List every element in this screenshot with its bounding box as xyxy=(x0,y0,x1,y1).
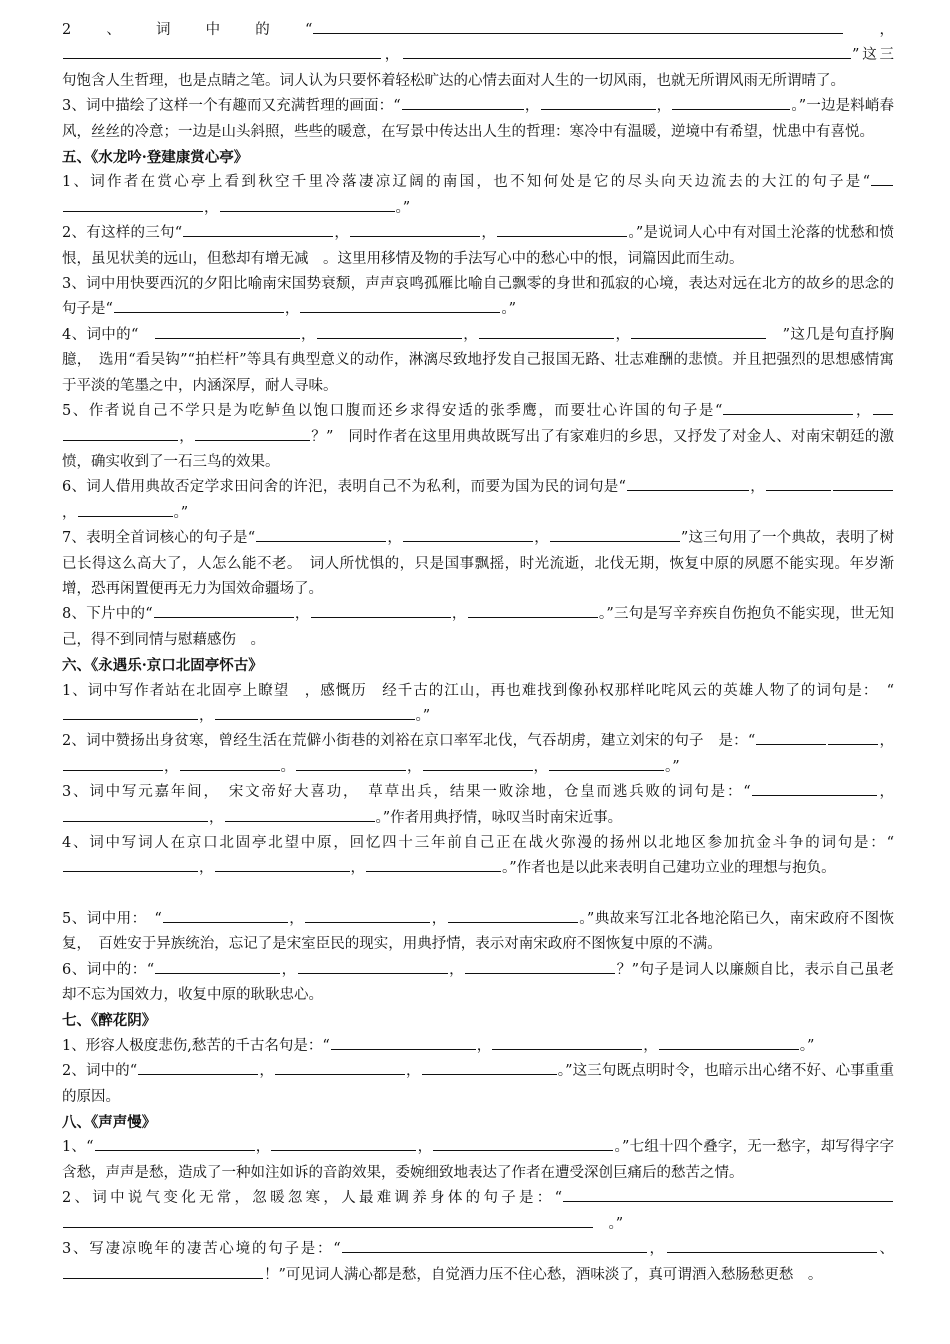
question-paragraph xyxy=(62,831,894,882)
question-text: ”这几是句直抒胸臆， 选用“看吴钩”“拍栏杆”等具有典型意义的动作，淋漓尽致地抒发自己报国无路、壮志难酬的悲愤。并且把强烈的思想感情寓于平淡的笔墨之中，内涵深厚，耐人寻味。 xyxy=(62,326,895,394)
question-text: ， xyxy=(209,809,224,826)
section-heading: 七、《醉花阴》 xyxy=(62,1012,157,1030)
question-text: ， xyxy=(199,860,214,877)
question-paragraph xyxy=(62,170,894,221)
question-text: ， xyxy=(533,758,548,775)
answer-blank[interactable] xyxy=(350,221,480,237)
question-text: 。” xyxy=(594,1215,624,1232)
answer-blank[interactable] xyxy=(215,704,415,720)
answer-blank[interactable] xyxy=(63,1212,593,1228)
answer-blank[interactable] xyxy=(423,755,533,771)
question-text: ， xyxy=(877,784,895,801)
question-text: 5、词中用： “ xyxy=(62,910,162,927)
answer-blank[interactable] xyxy=(479,323,614,339)
answer-blank[interactable] xyxy=(63,425,178,441)
answer-blank[interactable] xyxy=(63,856,198,872)
question-text: ， xyxy=(387,530,403,547)
answer-blank[interactable] xyxy=(766,475,831,491)
question-text: 。”作者用典抒情，咏叹当时南宋近事。 xyxy=(375,809,623,826)
answer-blank[interactable] xyxy=(492,1034,642,1050)
answer-blank[interactable] xyxy=(63,806,208,822)
question-text: ， xyxy=(417,1139,433,1156)
answer-blank[interactable] xyxy=(433,1135,613,1151)
question-text: ， xyxy=(259,1063,274,1080)
answer-blank[interactable] xyxy=(163,907,288,923)
question-text: 。” xyxy=(173,504,189,521)
answer-blank[interactable] xyxy=(871,170,893,186)
question-text: 。 xyxy=(280,758,295,775)
answer-blank[interactable] xyxy=(468,602,598,618)
question-paragraph xyxy=(62,94,894,145)
answer-blank[interactable] xyxy=(95,1135,255,1151)
answer-blank[interactable] xyxy=(833,475,893,491)
answer-blank[interactable] xyxy=(78,501,173,517)
question-text: ， xyxy=(294,606,310,623)
answer-blank[interactable] xyxy=(563,1186,893,1202)
question-text: ”这三句用了一个典故，表明了树已长得这么高大了，人怎么能不老。 词人所忧惧的，只是国事飘摇，时光流逝，北伐无期，恢复中原的夙愿不能实现。年岁渐增，恐再闲置便再无力为国效命疆场了。 xyxy=(62,530,895,597)
question-text: 、 xyxy=(877,1241,895,1258)
question-text: 2、有这样的三句“ xyxy=(62,225,183,242)
question-text: ， xyxy=(476,1037,492,1054)
question-paragraph xyxy=(62,602,894,653)
answer-blank[interactable] xyxy=(225,806,375,822)
question-paragraph xyxy=(62,729,894,780)
question-paragraph xyxy=(62,1135,894,1186)
question-text: 。”典故来写江北各地沦陷已久，南宋政府不图恢复， 百姓安于异族统治，忘记了是宋室臣民的现实，用典抒情，表示对南宋政府不图恢复中原的不满。 xyxy=(62,910,895,953)
question-text: 5、作者说自己不学只是为吃鲈鱼以饱口腹而还乡求得安适的张季鹰，而要壮心许国的句子是“ xyxy=(62,403,723,420)
question-text: ， xyxy=(164,758,179,775)
question-text: ， xyxy=(879,733,895,750)
question-paragraph xyxy=(62,1237,894,1288)
question-paragraph xyxy=(62,1034,894,1059)
answer-blank[interactable] xyxy=(183,221,333,237)
question-text: 。”这三句既点明时令，也暗示出心绪不好、心事重重的原因。 xyxy=(62,1063,895,1105)
answer-blank[interactable] xyxy=(752,780,877,796)
answer-blank[interactable] xyxy=(659,1034,799,1050)
answer-blank[interactable] xyxy=(311,602,451,618)
question-text: 。” xyxy=(665,758,680,775)
question-text: ， xyxy=(448,961,465,978)
answer-blank[interactable] xyxy=(828,729,878,745)
question-text: 3、词中用快要西沉的夕阳比喻南宋国势衰颓，声声哀鸣孤雁比喻自己飘零的身世和孤寂的心境，表达对远在北方的故乡的思念的句子是“ xyxy=(62,276,894,318)
question-text: 1、词中写作者站在北固亭上瞭望 ，感慨历 经千古的江山，再也难找到像孙权那样叱咤风云的英雄人物了的词句是： “ xyxy=(62,682,894,699)
answer-blank[interactable] xyxy=(298,958,448,974)
answer-blank[interactable] xyxy=(155,323,300,339)
question-text: ， xyxy=(647,1241,666,1258)
question-text: 。” xyxy=(395,199,411,216)
question-paragraph xyxy=(62,399,894,475)
question-paragraph xyxy=(62,679,894,730)
question-text: ， xyxy=(255,1139,271,1156)
question-text: 3、词中写元嘉年间， 宋文帝好大喜功， 草草出兵，结果一败涂地，仓皇而逃兵败的词句是：“ xyxy=(62,784,751,801)
question-text: ， xyxy=(844,22,895,38)
question-text: 。” xyxy=(501,301,517,318)
answer-blank[interactable] xyxy=(220,196,395,212)
question-text: ， xyxy=(300,326,316,343)
question-text: ， xyxy=(204,199,219,216)
answer-blank[interactable] xyxy=(180,755,280,771)
answer-blank[interactable] xyxy=(723,399,853,415)
question-text: ， xyxy=(481,225,497,242)
answer-blank[interactable] xyxy=(342,1237,647,1253)
question-text: 。”是说词人心中有对国土沦落的忧愁和愤恨，虽见状美的远山，但愁却有增无减 。这里用移情及物的手法写心中的愁心中的恨，词篇因此而生动。 xyxy=(62,225,894,267)
question-text: 。”三句是写辛弃疾自伤抱负不能实现，世无知己，得不到同情与慰藉感伤 。 xyxy=(62,606,895,648)
answer-blank[interactable] xyxy=(155,958,280,974)
answer-blank[interactable] xyxy=(305,907,430,923)
answer-blank[interactable] xyxy=(63,43,381,59)
answer-blank[interactable] xyxy=(331,1034,476,1050)
question-paragraph xyxy=(62,221,894,272)
question-text: 3、词中描绘了这样一个有趣而又充满哲理的画面：“ xyxy=(62,98,401,115)
question-text: 6、词中的：“ xyxy=(62,961,155,978)
answer-blank[interactable] xyxy=(403,526,533,542)
question-text: ， xyxy=(656,98,672,115)
question-text: 3、写凄凉晚年的凄苦心境的句子是：“ xyxy=(62,1241,341,1258)
answer-blank[interactable] xyxy=(873,399,893,415)
question-text: 。”作者也是以此来表明自己建功立业的理想与抱负。 xyxy=(502,860,836,877)
answer-blank[interactable] xyxy=(756,729,826,745)
answer-blank[interactable] xyxy=(63,755,163,771)
answer-blank[interactable] xyxy=(63,704,198,720)
answer-blank[interactable] xyxy=(541,94,656,110)
answer-blank[interactable] xyxy=(317,323,462,339)
question-text: 6、词人借用典故否定学求田问舍的许汜，表明自己不为私利，而要为国为民的词句是“ xyxy=(62,479,626,496)
question-text: 8、下片中的“ xyxy=(62,606,153,623)
answer-blank[interactable] xyxy=(296,755,406,771)
question-text: 。” xyxy=(799,1037,815,1054)
answer-blank[interactable] xyxy=(631,323,766,339)
question-text: 1、“ xyxy=(62,1139,94,1156)
answer-blank[interactable] xyxy=(114,297,284,313)
question-paragraph xyxy=(62,907,894,958)
question-text: 2、词中赞扬出身贫寒，曾经生活在荒僻小街巷的刘裕在京口率军北伐，气吞胡虏，建立刘宋的句子 是：“ xyxy=(62,733,756,750)
question-text: ， xyxy=(524,98,540,115)
answer-blank[interactable] xyxy=(313,18,843,34)
answer-blank[interactable] xyxy=(672,94,790,110)
section-heading: 八、《声声慢》 xyxy=(62,1114,157,1132)
question-text: ， xyxy=(405,1063,421,1080)
question-text: 1、形容人极度悲伤,愁苦的千古名句是：“ xyxy=(62,1037,330,1054)
question-text: ， xyxy=(431,910,447,927)
question-text: ， xyxy=(382,47,403,64)
question-paragraph xyxy=(62,272,894,323)
question-text: ， xyxy=(451,606,467,623)
question-text: ”这三句饱含人生哲理，也是点睛之笔。词人认为只要怀着轻松旷达的心情去面对人生的一切风雨，也就无所谓风雨无所谓晴了。 xyxy=(62,47,894,89)
question-text: 。”七组十四个叠字，无一愁字，却写得字字含愁，声声是愁，造成了一种如注如诉的音韵效果，委婉细致地表达了作者在遭受深创巨痛后的愁苦之情。 xyxy=(62,1139,895,1181)
question-text: ， xyxy=(462,326,479,343)
blank-line xyxy=(62,882,894,907)
answer-blank[interactable] xyxy=(271,1135,416,1151)
answer-blank[interactable] xyxy=(300,297,500,313)
question-text: ， xyxy=(199,707,214,724)
question-text: 1、词作者在赏心亭上看到秋空千里冷落凄凉辽阔的南国，也不知何处是它的尽头向天边流去的大江的句子是“ xyxy=(62,174,870,191)
answer-blank[interactable] xyxy=(63,1263,263,1279)
question-text: 2、词中的“ xyxy=(62,22,313,38)
answer-blank[interactable] xyxy=(403,43,851,59)
answer-blank[interactable] xyxy=(138,1059,258,1075)
answer-blank[interactable] xyxy=(366,856,501,872)
answer-blank[interactable] xyxy=(256,526,386,542)
question-paragraph xyxy=(62,323,894,399)
answer-blank[interactable] xyxy=(448,907,578,923)
question-text: 4、词中写词人在京口北固亭北望中原，回忆四十三年前自己正在战火弥漫的扬州以北地区参加抗金斗争的词句是：“ xyxy=(62,835,894,851)
question-text: 4、词中的“ xyxy=(62,326,154,343)
answer-blank[interactable] xyxy=(497,221,627,237)
question-text: ， xyxy=(407,758,422,775)
question-paragraph xyxy=(62,526,894,602)
question-text: ， xyxy=(179,428,195,445)
question-paragraph xyxy=(62,1186,894,1237)
answer-blank[interactable] xyxy=(550,526,680,542)
question-text: ， xyxy=(534,530,549,547)
question-text: ？”句子是词人以廉颇自比，表示自己虽老却不忘为国效力，收复中原的耿耿忠心。 xyxy=(62,961,894,1004)
question-text: ？” 同时作者在这里用典故既写出了有家难归的乡思，又抒发了对金人、对南宋朝廷的激愤，确实收到了一石三鸟的效果。 xyxy=(62,428,894,470)
question-text: ， xyxy=(749,479,766,496)
question-text: ， xyxy=(643,1037,658,1054)
question-text: ， xyxy=(854,403,873,420)
question-text: ， xyxy=(288,910,305,927)
answer-blank[interactable] xyxy=(275,1059,405,1075)
question-text: ， xyxy=(350,860,365,877)
question-text: 2、词中的“ xyxy=(62,1063,138,1080)
answer-blank[interactable] xyxy=(195,425,310,441)
answer-blank[interactable] xyxy=(215,856,350,872)
answer-blank[interactable] xyxy=(63,196,203,212)
question-text: ！”可见词人满心都是愁，自觉酒力压不住心愁，酒味淡了，真可谓酒入愁肠愁更愁 。 xyxy=(264,1266,823,1283)
question-text: 。” xyxy=(415,707,431,724)
question-paragraph xyxy=(62,958,894,1009)
answer-blank[interactable] xyxy=(422,1059,557,1075)
answer-blank[interactable] xyxy=(549,755,664,771)
question-text: 。”一边是料峭春风，丝丝的冷意；一边是山头斜照，些些的暖意，在写景中传达出人生的哲理：寒冷中有温暖，逆境中有希望，忧患中有喜悦。 xyxy=(62,98,895,140)
answer-blank[interactable] xyxy=(627,475,749,491)
answer-blank[interactable] xyxy=(154,602,294,618)
section-heading: 六、《永遇乐·京口北固亭怀古》 xyxy=(62,657,263,675)
section-heading: 五、《水龙吟·登建康赏心亭》 xyxy=(62,149,249,167)
answer-blank[interactable] xyxy=(465,958,615,974)
question-text: 7、表明全首词核心的句子是“ xyxy=(62,530,256,547)
question-paragraph xyxy=(62,475,894,526)
answer-blank[interactable] xyxy=(667,1237,877,1253)
question-paragraph xyxy=(62,780,894,831)
question-text: ， xyxy=(281,961,297,978)
question-text: ， xyxy=(284,301,300,318)
question-text: ， xyxy=(615,326,631,343)
question-text: ， xyxy=(334,225,350,242)
question-paragraph xyxy=(62,18,894,94)
answer-blank[interactable] xyxy=(402,94,524,110)
question-text: 2、词中说气变化无常，忽暖忽寒，人最难调养身体的句子是：“ xyxy=(62,1190,562,1207)
question-text: ， xyxy=(62,504,77,521)
question-paragraph xyxy=(62,1059,894,1110)
